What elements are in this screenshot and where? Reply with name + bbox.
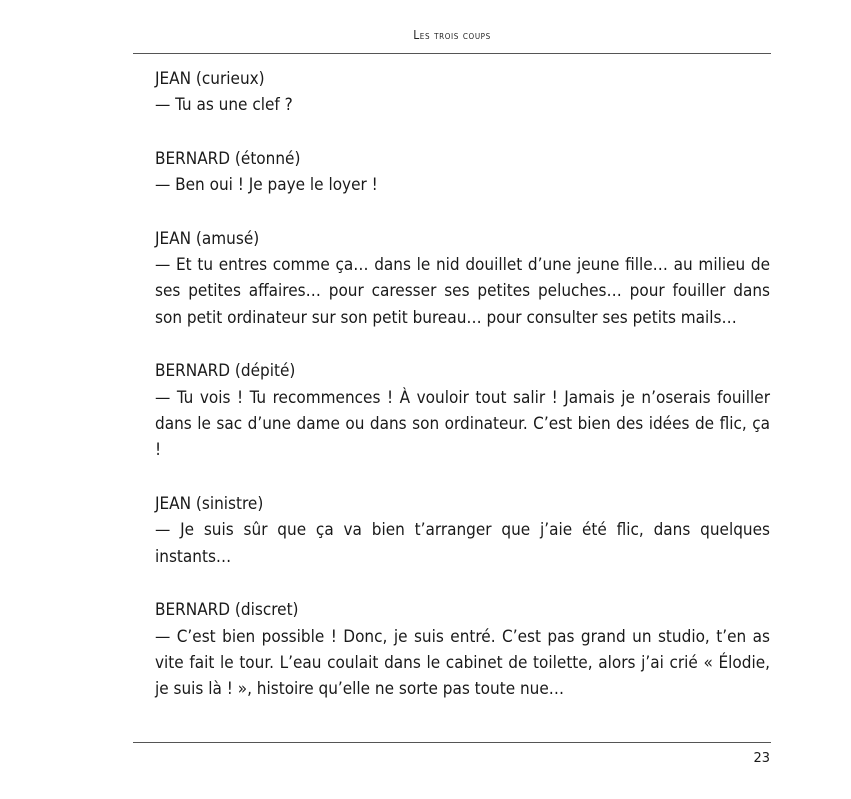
speech-block	[155, 358, 770, 464]
running-title: Les trois coups	[413, 28, 491, 42]
speech-block	[155, 491, 770, 570]
dialogue-line: — C’est bien possible ! Donc, je suis entré. C’est pas grand un studio, t’en as vite fait le tour. L’eau coulait dans le cabinet de toilette, alors j’ai crié « Élodie, je suis là ! », histoire qu’elle ne sorte pas toute nue…	[155, 626, 770, 700]
dialogue-line: — Et tu entres comme ça… dans le nid douillet d’une jeune fille… au milieu de ses petites affaires… pour caresser ses petites peluches… pour fouiller dans son petit ordinateur sur son petit bureau… pour consulter ses petits mails…	[155, 255, 770, 328]
dialogue-line: — Je suis sûr que ça va bien t’arranger que j’aie été flic, dans quelques instants…	[155, 520, 770, 567]
dialogue-line: — Ben oui ! Je paye le loyer !	[155, 175, 378, 196]
speaker-cue: JEAN (sinistre)	[155, 493, 264, 514]
speech-block	[155, 226, 770, 332]
speaker-cue: BERNARD (discret)	[155, 600, 299, 621]
speech-block	[155, 146, 770, 199]
speaker-cue: JEAN (curieux)	[155, 69, 265, 89]
speech-block	[155, 66, 770, 119]
speech-block	[155, 597, 770, 703]
dialogue-line: — Tu as une clef ?	[155, 95, 293, 116]
page-number: 23	[753, 751, 770, 766]
speaker-cue: BERNARD (étonné)	[155, 148, 301, 169]
header-rule	[133, 53, 771, 54]
speaker-cue: BERNARD (dépité)	[155, 361, 296, 382]
speaker-cue: JEAN (amusé)	[155, 228, 260, 249]
footer-rule	[133, 742, 771, 743]
dialogue-line: — Tu vois ! Tu recommences ! À vouloir tout salir ! Jamais je n’oserais fouiller dans le sac d’une dame ou dans son ordinateur. C’est bien des idées de flic, ça !	[155, 387, 770, 461]
page-body	[155, 66, 770, 730]
